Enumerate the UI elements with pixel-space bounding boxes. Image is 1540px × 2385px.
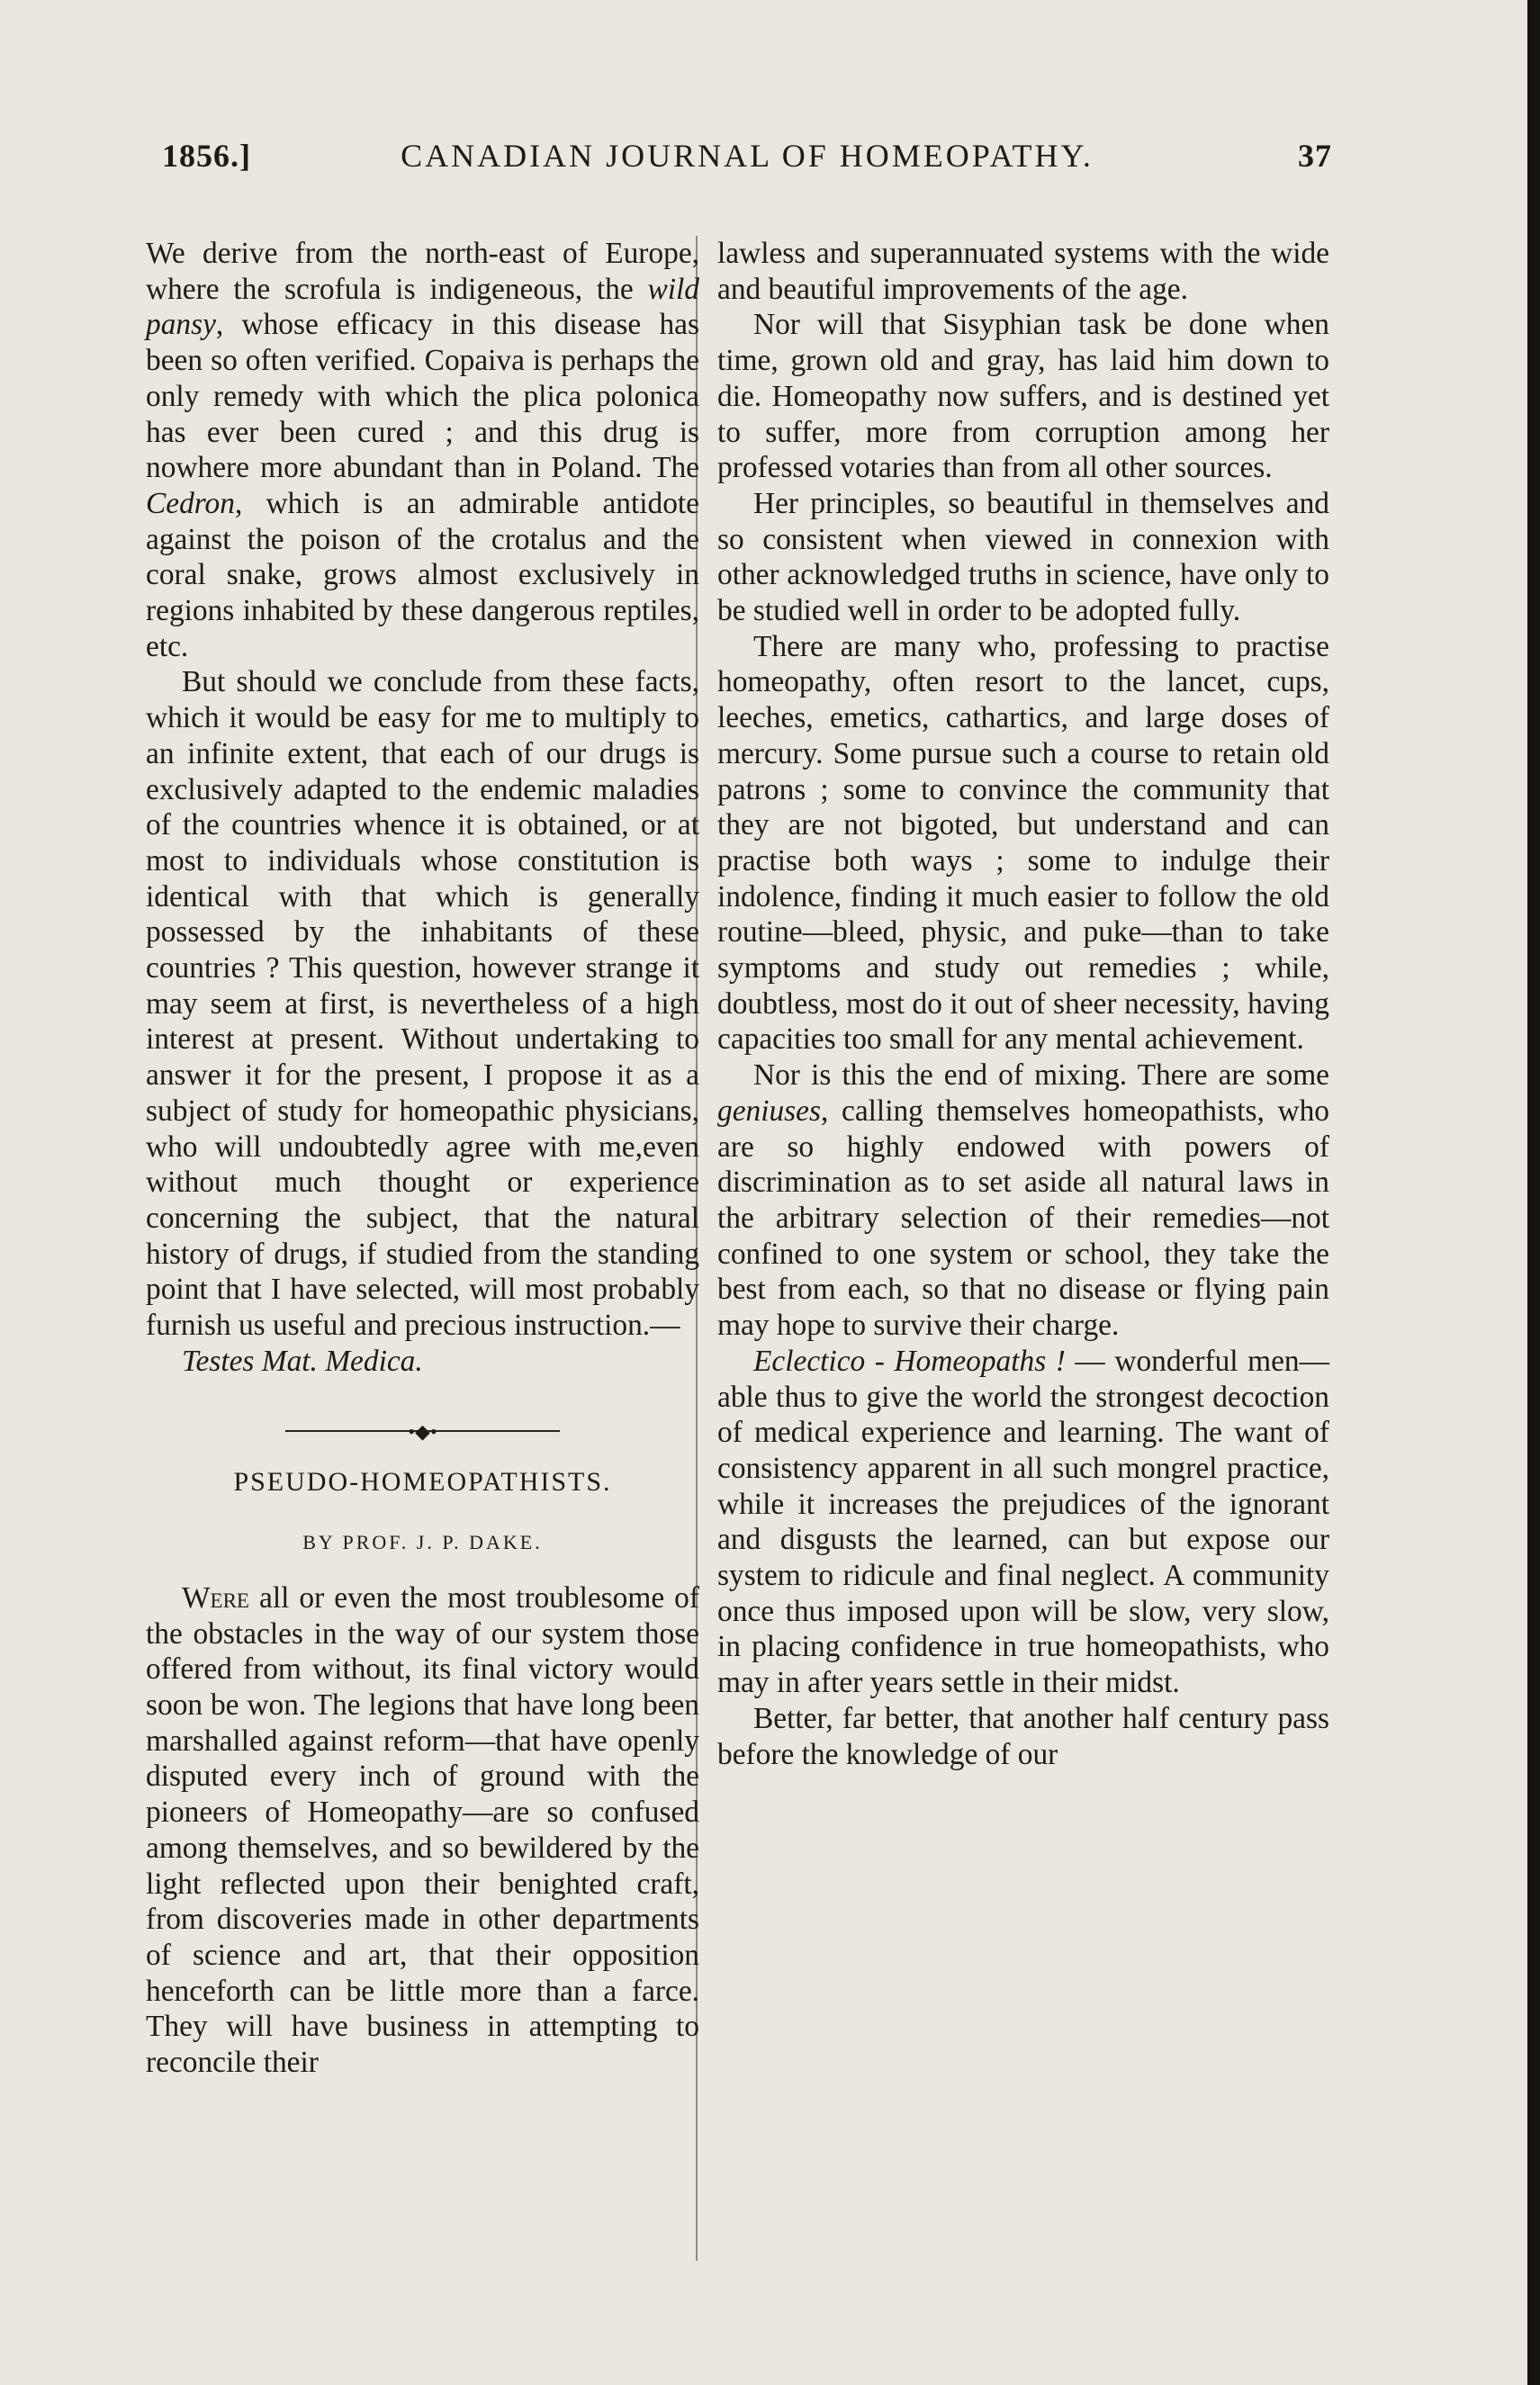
paragraph	[146, 236, 699, 664]
paragraph: Better, far better, that another half century pass before the knowledge of our	[717, 1701, 1329, 1771]
paragraph: But should we conclude from these facts, which it would be easy for me to multiply to an infinite extent, that each of our drugs is exclusively adapted to the endemic maladies of the countries whence it is obtained, or at most to individuals whose constitution is identical with that which is generally possessed by the inhabitants of these countries ? This question, however strange it may seem at first, is nevertheless of a high interest at present. Without undertaking to answer it for the present, I propose it as a subject of study for homeopathic physicians, who will undoubtedly agree with me,even without much thought or experience concerning the subject, that the natural history of drugs, if studied from the standing point that I have selected, will most probably furnish us useful and precious instruction.—	[146, 665, 699, 1343]
paragraph	[146, 1580, 699, 2081]
italic-text: geniuses	[717, 1094, 821, 1128]
text-run: Nor is this the end of mixing. There are some	[753, 1058, 1329, 1093]
paragraph-text: all or even the most troublesome of the obstacles in the way of our system those offered from without, its final victory would soon be won. The legions that have long been marshalled against reform—that have openly disputed every inch of ground with the pioneers of Homeopathy—are so confused among themselves, and so bewildered by the light reflected upon their benighted craft, from discoveries made in other departments of science and art, that their opposition henceforth can be little more than a farce. They will have business in attempting to reconcile their	[146, 1580, 699, 2080]
section-ornament	[146, 1410, 699, 1455]
byline: BY PROF. J. P. DAKE.	[302, 1531, 543, 1554]
section-title: PSEUDO-HOMEOPATHISTS.	[233, 1466, 612, 1497]
left-column	[146, 236, 699, 2081]
italic-text: Cedron	[146, 486, 235, 520]
ornament-dots: •◆•	[408, 1419, 437, 1443]
paragraph	[717, 1058, 1329, 1344]
italic-text: Eclectico - Homeopaths !	[753, 1344, 1066, 1378]
text-run: , which is an admirable antidote against the poison of the crotalus and the coral snake, grows almost exclusively in regions inhabited by these dangerous reptiles, etc.	[146, 486, 699, 663]
page-edge-shadow	[1527, 0, 1540, 2385]
paragraph: There are many who, professing to practise homeopathy, often resort to the lancet, cups, leeches, emetics, cathartics, and large doses of mercury. Some pursue such a course to retain old patrons ; some to convince the community that they are not bigoted, but understand and can practise both ways ; some to indulge their indolence, finding it much easier to follow the old routine—bleed, physic, and puke—than to take symptoms and study out remedies ; while, doubtless, most do it out of sheer necessity, having capacities too small for any mental achievement.	[717, 629, 1329, 1057]
header-year: 1856.]	[162, 138, 251, 174]
paragraph	[717, 1344, 1329, 1701]
paragraph: Her principles, so beautiful in themselves and so consistent when viewed in connexion with other acknowledged truths in science, have only to be studied well in order to be adopted fully.	[717, 486, 1329, 628]
lead-word: Were	[182, 1580, 249, 1615]
paragraph: Nor will that Sisyphian task be done when time, grown old and gray, has laid him down to die. Homeopathy now suffers, and is destined yet to suffer, more from corruption among her professed votaries than from all other sources.	[717, 308, 1329, 485]
signature: Testes Mat. Medica.	[182, 1344, 423, 1378]
text-run: , calling themselves homeopathists, who are so highly endowed with powers of discrimination as to set aside all natural laws in the arbitrary selection of their remedies—not confined to one system or school, they take the best from each, so that no disease or flying pain may hope to survive their charge.	[717, 1094, 1329, 1343]
text-run: , whose efficacy in this disease has been so often verified. Copaiva is perhaps the only remedy with which the plica polonica has ever been cured ; and this drug is nowhere more abundant than in Poland. The	[146, 308, 699, 485]
text-run: — wonderful men—able thus to give the world the strongest decoction of medical experience and learning. The want of consistency apparent in all such mongrel practice, while it increases the prejudices of the ignorant and disgusts the learned, can but expose our system to ridicule and final neglect. A community once thus imposed upon will be slow, very slow, in placing confidence in true homeopathists, who may in after years settle in their midst.	[717, 1344, 1330, 1700]
page-number: 37	[1298, 138, 1332, 174]
paragraph: lawless and superannuated systems with the wide and beautiful improvements of the age.	[717, 237, 1329, 306]
running-header	[162, 137, 1332, 191]
text-run: We derive from the north-east of Europe, where the scrofula is indigeneous, the	[146, 237, 699, 306]
right-column	[717, 236, 1329, 1772]
italic-text: wild pansy	[146, 272, 699, 342]
journal-title: CANADIAN JOURNAL OF HOMEOPATHY.	[401, 138, 1094, 174]
